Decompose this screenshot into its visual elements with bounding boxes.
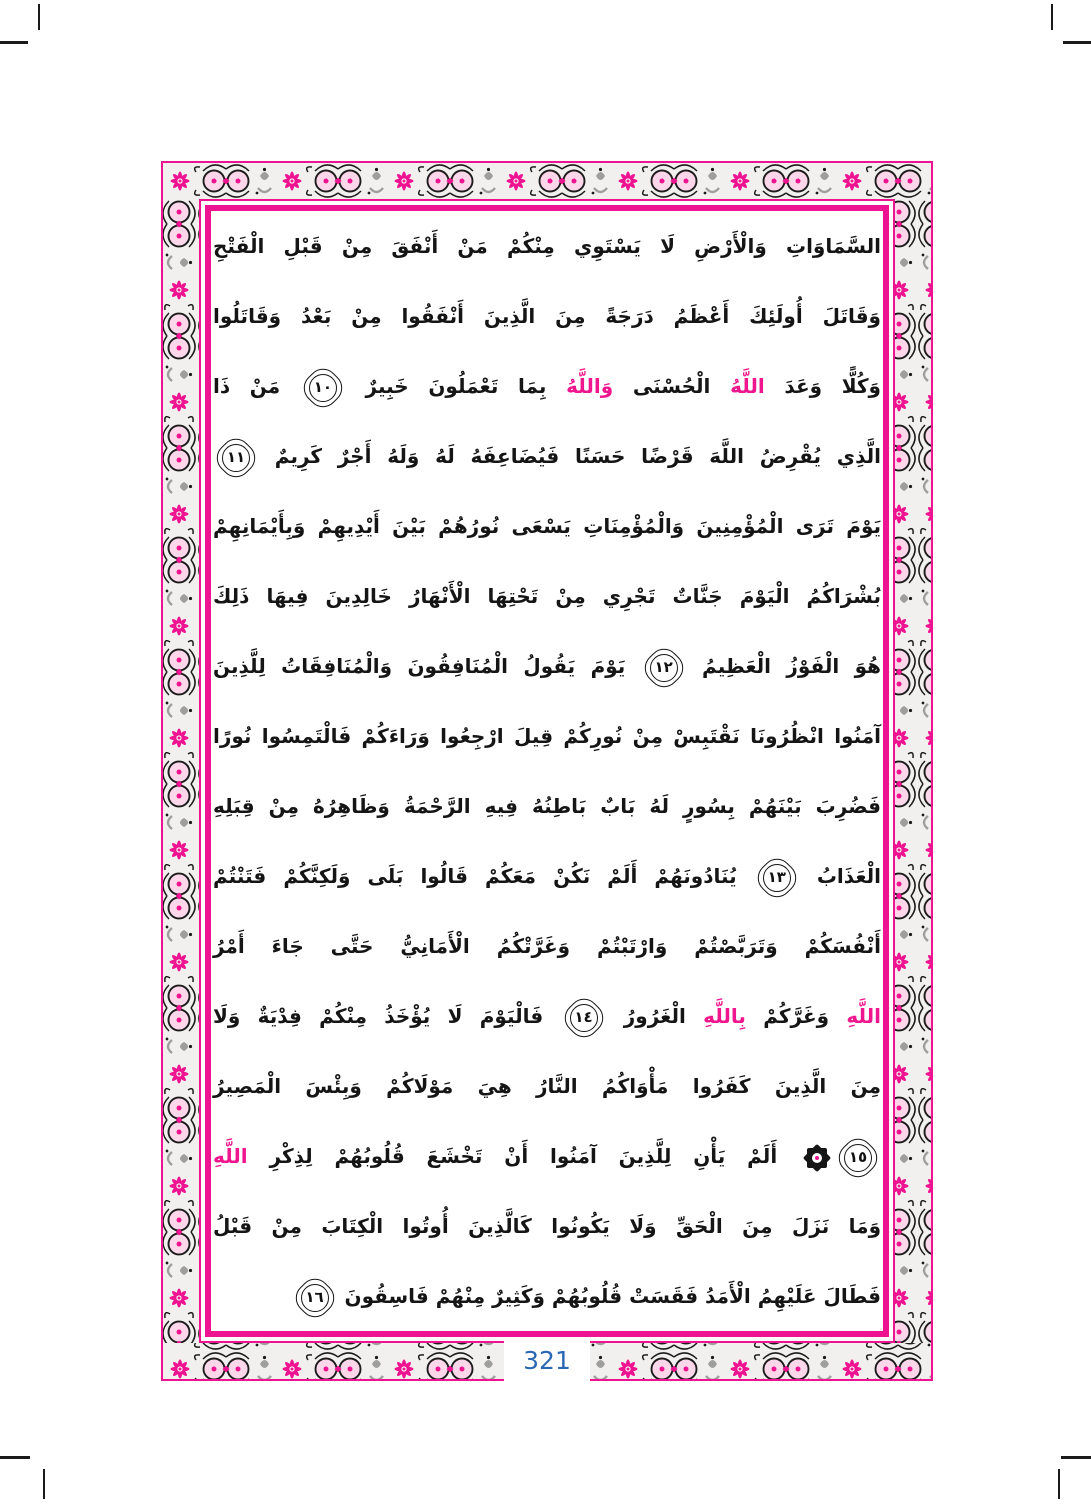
page-number: 321 (511, 1341, 583, 1381)
ayah-marker-12 (643, 645, 685, 691)
quran-line-3 (213, 351, 881, 421)
ayah-text: أَلَمْ يَأْنِ لِلَّذِينَ آمَنُوا أَنْ تَخْشَعَ قُلُوبُهُمْ لِذِكْرِ (247, 1144, 799, 1168)
ayah-text: يَوْمَ يَقُولُ الْمُنَافِقُونَ وَالْمُنَافِقَاتُ لِلَّذِينَ (213, 654, 641, 678)
ayah-text: وَقَاتَلَ أُولَئِكَ أَعْظَمُ دَرَجَةً مِنَ الَّذِينَ أَنْفَقُوا مِنْ بَعْدُ وَقَاتَلُوا (213, 304, 881, 328)
allah-word: بِاللَّهِ (703, 1004, 746, 1028)
crop-mark (1063, 41, 1091, 44)
ayah-text: آمَنُوا انْظُرُونَا نَقْتَبِسْ مِنْ نُورِكُمْ قِيلَ ارْجِعُوا وَرَاءَكُمْ فَالْتَمِسُوا نُورًا (213, 724, 881, 748)
ayah-text: مِنَ الَّذِينَ كَفَرُوا مَأْوَاكُمُ النَّارُ هِيَ مَوْلَاكُمْ وَبِئْسَ الْمَصِيرُ (213, 1074, 881, 1098)
allah-word: اللَّهِ (846, 1004, 882, 1028)
ayah-number: ١٠ (313, 378, 332, 396)
quran-line-5 (213, 491, 881, 561)
ayah-marker-13 (756, 855, 798, 901)
ayah-number: ١٥ (848, 1148, 868, 1166)
quran-line-6 (213, 561, 881, 631)
crop-mark (43, 1469, 45, 1499)
quran-text-area (213, 211, 881, 1331)
ayah-text: هُوَ الْفَوْزُ الْعَظِيمُ (686, 654, 881, 678)
crop-mark (0, 1456, 30, 1459)
ayah-number: ١٦ (305, 1288, 324, 1306)
ayah-number: ١٢ (654, 658, 673, 676)
ayah-marker-14 (563, 995, 605, 1041)
ayah-text: يُنَادُونَهُمْ أَلَمْ نَكُنْ مَعَكُمْ قَالُوا بَلَى وَلَكِنَّكُمْ فَتَنْتُمْ (213, 864, 754, 888)
quran-line-10 (213, 841, 881, 911)
ayah-text: فَطَالَ عَلَيْهِمُ الْأَمَدُ فَقَسَتْ قُلُوبُهُمْ وَكَثِيرٌ مِنْهُمْ فَاسِقُونَ (337, 1284, 881, 1308)
crop-mark (1051, 4, 1053, 30)
quran-page-frame (161, 161, 933, 1381)
ayah-text: فَضُرِبَ بَيْنَهُمْ بِسُورٍ لَهُ بَابٌ بَاطِنُهُ فِيهِ الرَّحْمَةُ وَظَاهِرُهُ مِنْ قِبَلِهِ (213, 794, 881, 818)
crop-mark (1058, 1469, 1060, 1499)
crop-mark (0, 41, 28, 44)
ayah-text: أَنْفُسَكُمْ وَتَرَبَّصْتُمْ وَارْتَبْتُمْ وَغَرَّتْكُمُ الْأَمَانِيُّ حَتَّى جَاءَ أَمْرُ (213, 934, 881, 958)
ayah-text: بِمَا تَعْمَلُونَ خَبِيرٌ (345, 374, 567, 398)
allah-word: اللَّهُ (730, 374, 765, 398)
quran-line-13 (213, 1051, 881, 1121)
ayah-marker-16 (294, 1275, 336, 1321)
ayah-text: مَنْ ذَا (213, 374, 300, 398)
ayah-marker-11 (215, 435, 257, 481)
ayah-text: فَالْيَوْمَ لَا يُؤْخَذُ مِنْكُمْ فِدْيَةٌ وَلَا (213, 1004, 561, 1028)
quran-line-8 (213, 701, 881, 771)
ayah-text: يَوْمَ تَرَى الْمُؤْمِنِينَ وَالْمُؤْمِنَاتِ يَسْعَى نُورُهُمْ بَيْنَ أَيْدِيهِمْ وَبِأَيْمَانِهِمْ (213, 514, 881, 538)
quran-line-14 (213, 1121, 881, 1191)
quran-line-15 (213, 1191, 881, 1261)
quran-line-7 (213, 631, 881, 701)
ayah-text: بُشْرَاكُمُ الْيَوْمَ جَنَّاتٌ تَجْرِي مِنْ تَحْتِهَا الْأَنْهَارُ خَالِدِينَ فِيهَا ذَلِكَ (213, 584, 881, 608)
ayah-text: الْغَرُورُ (606, 1004, 704, 1028)
quran-line-2 (213, 281, 881, 351)
crop-mark (38, 4, 40, 30)
ayah-marker-10 (302, 365, 344, 411)
ayah-text: وَغَرَّكُمْ (745, 1004, 847, 1028)
ayah-text: السَّمَاوَاتِ وَالْأَرْضِ لَا يَسْتَوِي مِنْكُمْ مَنْ أَنْفَقَ مِنْ قَبْلِ الْفَتْحِ (213, 234, 881, 258)
hizb-center-dot (812, 1153, 822, 1163)
ayah-number: ١١ (226, 448, 246, 466)
ayah-text: الْحُسْنَى (613, 374, 731, 398)
quran-line-9 (213, 771, 881, 841)
quran-line-1 (213, 211, 881, 281)
quran-line-11 (213, 911, 881, 981)
allah-word: اللَّهِ (213, 1144, 248, 1168)
quran-line-16 (213, 1261, 881, 1331)
ayah-number: ١٤ (574, 1008, 593, 1026)
quran-line-4 (213, 421, 881, 491)
rub-el-hizb-icon (802, 1143, 832, 1173)
ayah-text: الَّذِي يُقْرِضُ اللَّهَ قَرْضًا حَسَنًا فَيُضَاعِفَهُ لَهُ وَلَهُ أَجْرٌ كَرِيمٌ (259, 444, 881, 468)
ayah-text: وَمَا نَزَلَ مِنَ الْحَقِّ وَلَا يَكُونُوا كَالَّذِينَ أُوتُوا الْكِتَابَ مِنْ قَبْلُ (213, 1214, 881, 1238)
ayah-text: الْعَذَابُ (799, 864, 881, 888)
ayah-number: ١٣ (767, 868, 786, 886)
ayah-text: وَكُلًّا وَعَدَ (764, 374, 881, 398)
quran-line-12 (213, 981, 881, 1051)
ayah-marker-15 (837, 1135, 879, 1181)
allah-word: وَاللَّهُ (566, 374, 614, 398)
crop-mark (1061, 1456, 1091, 1459)
